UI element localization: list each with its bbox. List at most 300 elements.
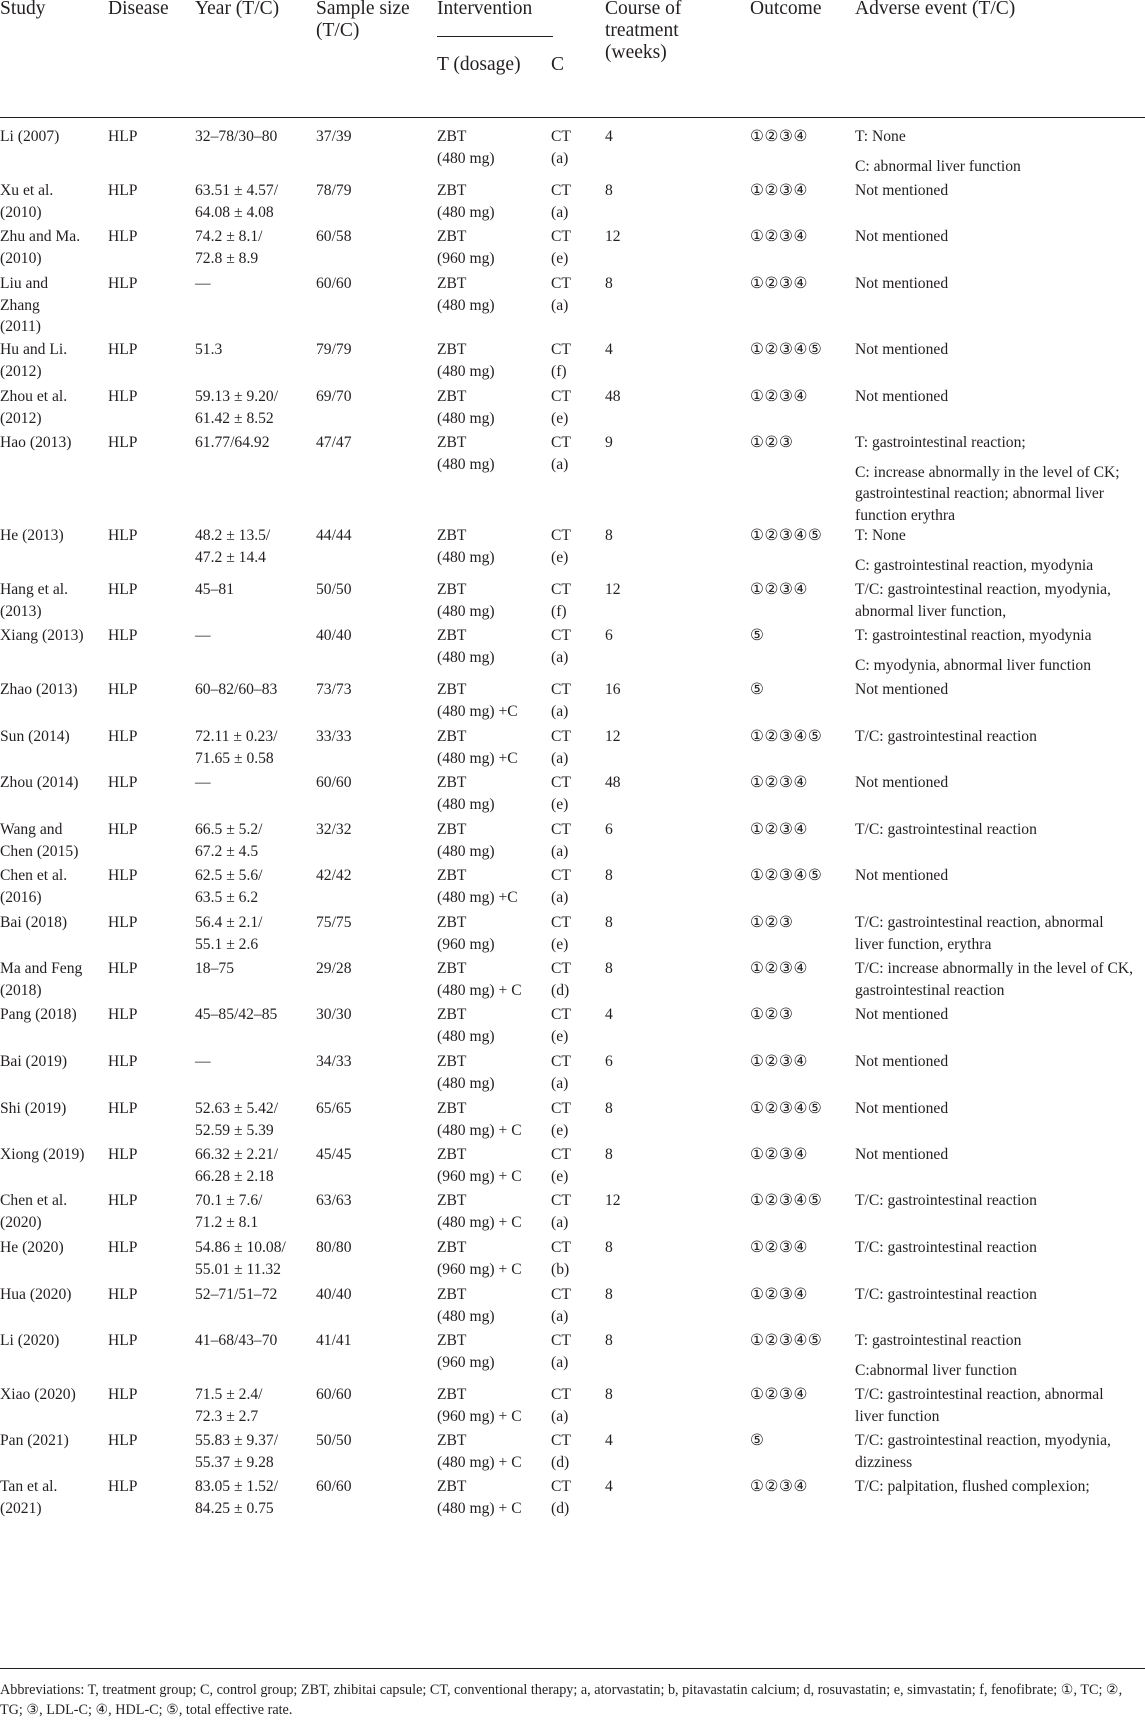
- cell-disease: HLP: [108, 581, 138, 598]
- cell-course-weeks: 48: [605, 388, 621, 405]
- cell-control: CT (a): [551, 867, 571, 906]
- adverse-event-line: T/C: palpitation, flushed complexion;: [855, 1478, 1090, 1495]
- cell-year: 54.86 ± 10.08/ 55.01 ± 11.32: [195, 1239, 286, 1278]
- cell-outcome: ①②③④⑤: [750, 527, 823, 544]
- cell-outcome: ⑤: [750, 1432, 765, 1449]
- cell-adverse-event: [855, 865, 1145, 887]
- cell-adverse-event: [855, 625, 1145, 676]
- adverse-event-line: C:abnormal liver function: [855, 1361, 1017, 1379]
- cell-disease: HLP: [108, 681, 138, 698]
- cell-treatment-dosage: ZBT (480 mg): [437, 388, 495, 427]
- cell-course-weeks: 8: [605, 1386, 613, 1403]
- cell-outcome: ①②③④: [750, 774, 808, 791]
- cell-adverse-event: [855, 226, 1145, 248]
- cell-disease: HLP: [108, 1146, 138, 1163]
- cell-treatment-dosage: ZBT (480 mg) + C: [437, 1478, 522, 1517]
- cell-study: Xiao (2020): [0, 1386, 76, 1403]
- cell-adverse-event: [855, 1330, 1145, 1381]
- cell-treatment-dosage: ZBT (480 mg): [437, 128, 495, 167]
- cell-course-weeks: 12: [605, 728, 621, 745]
- cell-course-weeks: 4: [605, 341, 613, 358]
- cell-control: CT (a): [551, 182, 571, 221]
- cell-year: 48.2 ± 13.5/ 47.2 ± 14.4: [195, 527, 271, 566]
- cell-study: Sun (2014): [0, 728, 70, 745]
- header-adverse-event: Adverse event (T/C): [855, 0, 1016, 19]
- cell-control: CT (a): [551, 128, 571, 167]
- cell-control: CT (a): [551, 275, 571, 314]
- cell-disease: HLP: [108, 1053, 138, 1070]
- cell-control: CT (f): [551, 581, 571, 620]
- adverse-event-line: T/C: increase abnormally in the level of CK, gastrointestinal reaction: [855, 960, 1134, 999]
- cell-control: CT (e): [551, 228, 571, 267]
- cell-study: Xiong (2019): [0, 1146, 85, 1163]
- cell-course-weeks: 4: [605, 1432, 613, 1449]
- cell-treatment-dosage: ZBT (480 mg): [437, 275, 495, 314]
- adverse-event-line: T/C: gastrointestinal reaction: [855, 1192, 1037, 1209]
- cell-sample-size: 40/40: [316, 627, 352, 644]
- cell-adverse-event: [855, 126, 1145, 177]
- cell-course-weeks: 8: [605, 275, 613, 292]
- cell-disease: HLP: [108, 1332, 138, 1349]
- cell-study: Liu and Zhang (2011): [0, 275, 49, 335]
- cell-course-weeks: 8: [605, 182, 613, 199]
- cell-course-weeks: 12: [605, 581, 621, 598]
- cell-sample-size: 60/60: [316, 1386, 352, 1403]
- cell-treatment-dosage: ZBT (960 mg) + C: [437, 1386, 522, 1425]
- cell-sample-size: 60/60: [316, 774, 352, 791]
- cell-adverse-event: [855, 1004, 1145, 1026]
- cell-sample-size: 47/47: [316, 434, 352, 451]
- cell-disease: HLP: [108, 1478, 138, 1495]
- cell-study: He (2013): [0, 527, 64, 544]
- cell-adverse-event: [855, 772, 1145, 794]
- cell-study: Shi (2019): [0, 1100, 67, 1117]
- adverse-event-line: C: gastrointestinal reaction, myodynia: [855, 556, 1094, 574]
- cell-course-weeks: 4: [605, 128, 613, 145]
- adverse-event-line: T: gastrointestinal reaction, myodynia: [855, 627, 1092, 644]
- adverse-event-line: T: None: [855, 527, 906, 544]
- cell-study: Bai (2018): [0, 914, 68, 931]
- cell-treatment-dosage: ZBT (480 mg): [437, 821, 495, 860]
- cell-course-weeks: 8: [605, 1286, 613, 1303]
- cell-outcome: ①②③④: [750, 1053, 808, 1070]
- adverse-event-line: Not mentioned: [855, 1053, 949, 1070]
- cell-adverse-event: [855, 819, 1145, 841]
- cell-sample-size: 44/44: [316, 527, 352, 544]
- adverse-event-line: Not mentioned: [855, 774, 949, 791]
- cell-study: Li (2020): [0, 1332, 60, 1349]
- cell-outcome: ①②③④: [750, 821, 808, 838]
- cell-control: CT (a): [551, 434, 571, 473]
- cell-adverse-event: [855, 679, 1145, 701]
- cell-year: —: [195, 275, 211, 292]
- cell-disease: HLP: [108, 728, 138, 745]
- adverse-event-line: T: gastrointestinal reaction: [855, 1332, 1022, 1349]
- cell-adverse-event: [855, 432, 1145, 526]
- adverse-event-line: T/C: gastrointestinal reaction: [855, 728, 1037, 745]
- cell-treatment-dosage: ZBT (480 mg): [437, 182, 495, 221]
- cell-disease: HLP: [108, 821, 138, 838]
- cell-year: 66.5 ± 5.2/ 67.2 ± 4.5: [195, 821, 263, 860]
- cell-disease: HLP: [108, 388, 138, 405]
- cell-treatment-dosage: ZBT (480 mg) + C: [437, 960, 522, 999]
- cell-sample-size: 73/73: [316, 681, 352, 698]
- header-intervention: Intervention: [437, 0, 533, 19]
- cell-sample-size: 37/39: [316, 128, 352, 145]
- cell-treatment-dosage: ZBT (480 mg): [437, 581, 495, 620]
- cell-sample-size: 60/58: [316, 228, 352, 245]
- cell-course-weeks: 8: [605, 1239, 613, 1256]
- cell-outcome: ⑤: [750, 681, 765, 698]
- cell-study: Xu et al. (2010): [0, 182, 54, 221]
- cell-control: CT (e): [551, 527, 571, 566]
- cell-year: 52–71/51–72: [195, 1286, 278, 1303]
- cell-adverse-event: [855, 1384, 1145, 1427]
- cell-outcome: ①②③④: [750, 581, 808, 598]
- cell-outcome: ①②③④: [750, 1239, 808, 1256]
- adverse-event-line: Not mentioned: [855, 1006, 949, 1023]
- cell-outcome: ①②③: [750, 914, 794, 931]
- cell-year: —: [195, 1053, 211, 1070]
- cell-treatment-dosage: ZBT (480 mg): [437, 627, 495, 666]
- cell-study: Hua (2020): [0, 1286, 72, 1303]
- cell-study: Wang and Chen (2015): [0, 821, 79, 860]
- cell-outcome: ①②③④⑤: [750, 728, 823, 745]
- cell-sample-size: 63/63: [316, 1192, 352, 1209]
- adverse-event-line: Not mentioned: [855, 228, 949, 245]
- adverse-event-line: Not mentioned: [855, 1146, 949, 1163]
- cell-sample-size: 29/28: [316, 960, 352, 977]
- cell-treatment-dosage: ZBT (960 mg) + C: [437, 1239, 522, 1278]
- header-sample-size: Sample size (T/C): [316, 0, 410, 41]
- cell-year: 41–68/43–70: [195, 1332, 278, 1349]
- header-outcome: Outcome: [750, 0, 822, 19]
- cell-sample-size: 69/70: [316, 388, 352, 405]
- cell-study: Xiang (2013): [0, 627, 84, 644]
- cell-sample-size: 33/33: [316, 728, 352, 745]
- cell-treatment-dosage: ZBT (480 mg) + C: [437, 1192, 522, 1231]
- cell-year: 52.63 ± 5.42/ 52.59 ± 5.39: [195, 1100, 279, 1139]
- adverse-event-line: T/C: gastrointestinal reaction: [855, 821, 1037, 838]
- cell-control: CT (d): [551, 1478, 571, 1517]
- cell-disease: HLP: [108, 228, 138, 245]
- cell-course-weeks: 8: [605, 1332, 613, 1349]
- cell-treatment-dosage: ZBT (960 mg): [437, 228, 495, 267]
- cell-sample-size: 32/32: [316, 821, 352, 838]
- adverse-event-line: Not mentioned: [855, 388, 949, 405]
- cell-study: Hao (2013): [0, 434, 72, 451]
- cell-disease: HLP: [108, 128, 138, 145]
- cell-study: Chen et al. (2016): [0, 867, 68, 906]
- cell-treatment-dosage: ZBT (480 mg): [437, 1006, 495, 1045]
- cell-disease: HLP: [108, 1286, 138, 1303]
- cell-year: 32–78/30–80: [195, 128, 278, 145]
- adverse-event-line: Not mentioned: [855, 1100, 949, 1117]
- cell-control: CT (e): [551, 914, 571, 953]
- cell-disease: HLP: [108, 341, 138, 358]
- cell-control: CT (e): [551, 774, 571, 813]
- cell-disease: HLP: [108, 1006, 138, 1023]
- cell-adverse-event: [855, 1098, 1145, 1120]
- cell-year: 55.83 ± 9.37/ 55.37 ± 9.28: [195, 1432, 279, 1471]
- cell-study: Zhao (2013): [0, 681, 78, 698]
- cell-disease: HLP: [108, 527, 138, 544]
- cell-control: CT (d): [551, 1432, 571, 1471]
- cell-course-weeks: 6: [605, 627, 613, 644]
- adverse-event-line: T/C: gastrointestinal reaction, myodynia, abnormal liver function,: [855, 581, 1111, 620]
- intervention-underline: [437, 36, 553, 37]
- cell-treatment-dosage: ZBT (480 mg): [437, 1286, 495, 1325]
- cell-year: 18–75: [195, 960, 234, 977]
- cell-outcome: ①②③④: [750, 960, 808, 977]
- cell-outcome: ①②③④⑤: [750, 1192, 823, 1209]
- cell-study: Hu and Li. (2012): [0, 341, 68, 380]
- cell-course-weeks: 9: [605, 434, 613, 451]
- cell-adverse-event: [855, 1051, 1145, 1073]
- cell-outcome: ①②③④⑤: [750, 1332, 823, 1349]
- header-course: Course of treatment (weeks): [605, 0, 682, 63]
- cell-outcome: ①②③④: [750, 1146, 808, 1163]
- adverse-event-line: Not mentioned: [855, 681, 949, 698]
- cell-sample-size: 60/60: [316, 275, 352, 292]
- cell-course-weeks: 4: [605, 1478, 613, 1495]
- cell-course-weeks: 16: [605, 681, 621, 698]
- cell-outcome: ①②③④: [750, 1386, 808, 1403]
- cell-study: Chen et al. (2020): [0, 1192, 68, 1231]
- cell-disease: HLP: [108, 627, 138, 644]
- cell-sample-size: 45/45: [316, 1146, 352, 1163]
- cell-disease: HLP: [108, 1192, 138, 1209]
- cell-year: 62.5 ± 5.6/ 63.5 ± 6.2: [195, 867, 263, 906]
- adverse-event-line: T/C: gastrointestinal reaction: [855, 1286, 1037, 1303]
- cell-sample-size: 65/65: [316, 1100, 352, 1117]
- cell-treatment-dosage: ZBT (480 mg): [437, 774, 495, 813]
- cell-disease: HLP: [108, 1386, 138, 1403]
- cell-outcome: ①②③④: [750, 388, 808, 405]
- cell-year: —: [195, 627, 211, 644]
- cell-study: Bai (2019): [0, 1053, 68, 1070]
- table-footnote: Abbreviations: T, treatment group; C, control group; ZBT, zhibitai capsule; CT, conventional therapy; a, atorvastatin; b, pitavastatin calcium; d, rosuvastatin; e, simvastatin; f, fenofibrate; ①, TC; ②, TG; ③, LDL-C; ④, HDL-C; ⑤, total effective rate.: [0, 1682, 1123, 1718]
- cell-study: Tan et al. (2021): [0, 1478, 58, 1517]
- cell-year: 61.77/64.92: [195, 434, 270, 451]
- cell-outcome: ①②③④: [750, 1478, 808, 1495]
- cell-control: CT (b): [551, 1239, 571, 1278]
- cell-sample-size: 50/50: [316, 1432, 352, 1449]
- cell-adverse-event: [855, 1476, 1145, 1498]
- cell-treatment-dosage: ZBT (960 mg): [437, 914, 495, 953]
- cell-treatment-dosage: ZBT (480 mg): [437, 434, 495, 473]
- cell-disease: HLP: [108, 867, 138, 884]
- cell-study: Ma and Feng (2018): [0, 960, 83, 999]
- cell-adverse-event: [855, 1190, 1145, 1212]
- cell-adverse-event: [855, 726, 1145, 748]
- cell-outcome: ①②③④: [750, 275, 808, 292]
- cell-sample-size: 34/33: [316, 1053, 352, 1070]
- cell-control: CT (a): [551, 1286, 571, 1325]
- cell-study: Zhou et al. (2012): [0, 388, 68, 427]
- adverse-event-line: Not mentioned: [855, 867, 949, 884]
- cell-disease: HLP: [108, 1432, 138, 1449]
- cell-sample-size: 78/79: [316, 182, 352, 199]
- cell-control: CT (a): [551, 1053, 571, 1092]
- cell-course-weeks: 8: [605, 1100, 613, 1117]
- cell-course-weeks: 4: [605, 1006, 613, 1023]
- cell-outcome: ①②③: [750, 434, 794, 451]
- cell-treatment-dosage: ZBT (480 mg): [437, 341, 495, 380]
- cell-year: 45–81: [195, 581, 234, 598]
- cell-sample-size: 30/30: [316, 1006, 352, 1023]
- cell-control: CT (a): [551, 728, 571, 767]
- cell-control: CT (a): [551, 821, 571, 860]
- adverse-event-line: T/C: gastrointestinal reaction, myodynia, dizziness: [855, 1432, 1111, 1471]
- cell-sample-size: 80/80: [316, 1239, 352, 1256]
- cell-adverse-event: [855, 180, 1145, 202]
- cell-disease: HLP: [108, 914, 138, 931]
- adverse-event-line: Not mentioned: [855, 182, 949, 199]
- cell-year: 63.51 ± 4.57/ 64.08 ± 4.08: [195, 182, 279, 221]
- cell-study: Li (2007): [0, 128, 60, 145]
- cell-outcome: ①②③④: [750, 1286, 808, 1303]
- header-disease: Disease: [108, 0, 169, 19]
- cell-adverse-event: [855, 1237, 1145, 1259]
- cell-control: CT (e): [551, 1006, 571, 1045]
- header-intervention-t: T (dosage): [437, 54, 521, 75]
- cell-year: —: [195, 774, 211, 791]
- cell-outcome: ①②③④⑤: [750, 341, 823, 358]
- cell-year: 70.1 ± 7.6/ 71.2 ± 8.1: [195, 1192, 263, 1231]
- cell-control: CT (a): [551, 1332, 571, 1371]
- adverse-event-line: T: None: [855, 128, 906, 145]
- cell-adverse-event: [855, 1144, 1145, 1166]
- cell-disease: HLP: [108, 275, 138, 292]
- adverse-event-line: T: gastrointestinal reaction;: [855, 434, 1026, 451]
- adverse-event-line: C: abnormal liver function: [855, 157, 1021, 175]
- cell-control: CT (e): [551, 388, 571, 427]
- cell-disease: HLP: [108, 960, 138, 977]
- cell-treatment-dosage: ZBT (960 mg): [437, 1332, 495, 1371]
- cell-adverse-event: [855, 339, 1145, 361]
- cell-disease: HLP: [108, 434, 138, 451]
- cell-study: Pang (2018): [0, 1006, 77, 1023]
- cell-outcome: ①②③④: [750, 228, 808, 245]
- header-study: Study: [0, 0, 46, 19]
- cell-adverse-event: [855, 912, 1145, 955]
- cell-treatment-dosage: ZBT (480 mg): [437, 527, 495, 566]
- cell-year: 59.13 ± 9.20/ 61.42 ± 8.52: [195, 388, 279, 427]
- cell-sample-size: 79/79: [316, 341, 352, 358]
- cell-year: 66.32 ± 2.21/ 66.28 ± 2.18: [195, 1146, 279, 1185]
- cell-adverse-event: [855, 1430, 1145, 1473]
- cell-course-weeks: 8: [605, 527, 613, 544]
- cell-control: CT (a): [551, 681, 571, 720]
- cell-control: CT (a): [551, 1192, 571, 1231]
- cell-treatment-dosage: ZBT (960 mg) + C: [437, 1146, 522, 1185]
- cell-outcome: ①②③: [750, 1006, 794, 1023]
- cell-disease: HLP: [108, 774, 138, 791]
- cell-control: CT (e): [551, 1146, 571, 1185]
- cell-outcome: ①②③④: [750, 182, 808, 199]
- adverse-event-line: T/C: gastrointestinal reaction: [855, 1239, 1037, 1256]
- cell-treatment-dosage: ZBT (480 mg) + C: [437, 1100, 522, 1139]
- cell-year: 51.3: [195, 341, 223, 358]
- cell-course-weeks: 6: [605, 1053, 613, 1070]
- cell-control: CT (f): [551, 341, 571, 380]
- cell-adverse-event: [855, 525, 1145, 576]
- cell-adverse-event: [855, 958, 1145, 1001]
- cell-treatment-dosage: ZBT (480 mg) + C: [437, 1432, 522, 1471]
- cell-sample-size: 75/75: [316, 914, 352, 931]
- cell-outcome: ⑤: [750, 627, 765, 644]
- cell-study: Pan (2021): [0, 1432, 69, 1449]
- cell-disease: HLP: [108, 182, 138, 199]
- cell-outcome: ①②③④⑤: [750, 1100, 823, 1117]
- cell-study: Zhou (2014): [0, 774, 79, 791]
- cell-course-weeks: 6: [605, 821, 613, 838]
- cell-course-weeks: 12: [605, 228, 621, 245]
- cell-outcome: ①②③④: [750, 128, 808, 145]
- cell-study: Hang et al. (2013): [0, 581, 68, 620]
- adverse-event-line: C: increase abnormally in the level of CK; gastrointestinal reaction; abnormal liver function erythra: [855, 463, 1120, 524]
- cell-disease: HLP: [108, 1100, 138, 1117]
- cell-treatment-dosage: ZBT (480 mg) +C: [437, 867, 518, 906]
- cell-course-weeks: 8: [605, 1146, 613, 1163]
- cell-study: He (2020): [0, 1239, 64, 1256]
- cell-year: 72.11 ± 0.23/ 71.65 ± 0.58: [195, 728, 278, 767]
- cell-sample-size: 60/60: [316, 1478, 352, 1495]
- adverse-event-line: T/C: gastrointestinal reaction, abnormal liver function: [855, 1386, 1104, 1425]
- header-bottom-rule: [0, 117, 1145, 118]
- cell-outcome: ①②③④⑤: [750, 867, 823, 884]
- cell-year: 45–85/42–85: [195, 1006, 278, 1023]
- cell-year: 83.05 ± 1.52/ 84.25 ± 0.75: [195, 1478, 279, 1517]
- cell-sample-size: 50/50: [316, 581, 352, 598]
- cell-year: 74.2 ± 8.1/ 72.8 ± 8.9: [195, 228, 263, 267]
- cell-course-weeks: 8: [605, 960, 613, 977]
- cell-treatment-dosage: ZBT (480 mg) +C: [437, 728, 518, 767]
- cell-course-weeks: 48: [605, 774, 621, 791]
- cell-course-weeks: 8: [605, 914, 613, 931]
- table-bottom-rule: [0, 1668, 1145, 1669]
- cell-treatment-dosage: ZBT (480 mg) +C: [437, 681, 518, 720]
- cell-sample-size: 40/40: [316, 1286, 352, 1303]
- cell-study: Zhu and Ma. (2010): [0, 228, 81, 267]
- cell-control: CT (a): [551, 1386, 571, 1425]
- header-year: Year (T/C): [195, 0, 280, 19]
- adverse-event-line: Not mentioned: [855, 341, 949, 358]
- adverse-event-line: C: myodynia, abnormal liver function: [855, 656, 1092, 674]
- cell-disease: HLP: [108, 1239, 138, 1256]
- cell-adverse-event: [855, 1284, 1145, 1306]
- adverse-event-line: T/C: gastrointestinal reaction, abnormal liver function, erythra: [855, 914, 1104, 953]
- cell-control: CT (d): [551, 960, 571, 999]
- cell-control: CT (e): [551, 1100, 571, 1139]
- table-header: [0, 0, 1145, 118]
- cell-year: 56.4 ± 2.1/ 55.1 ± 2.6: [195, 914, 263, 953]
- cell-adverse-event: [855, 386, 1145, 408]
- cell-treatment-dosage: ZBT (480 mg): [437, 1053, 495, 1092]
- adverse-event-line: Not mentioned: [855, 275, 949, 292]
- cell-sample-size: 42/42: [316, 867, 352, 884]
- cell-course-weeks: 8: [605, 867, 613, 884]
- cell-control: CT (a): [551, 627, 571, 666]
- cell-sample-size: 41/41: [316, 1332, 352, 1349]
- cell-year: 71.5 ± 2.4/ 72.3 ± 2.7: [195, 1386, 263, 1425]
- header-intervention-c: C: [551, 54, 565, 75]
- cell-course-weeks: 12: [605, 1192, 621, 1209]
- cell-adverse-event: [855, 273, 1145, 295]
- cell-adverse-event: [855, 579, 1145, 622]
- cell-year: 60–82/60–83: [195, 681, 278, 698]
